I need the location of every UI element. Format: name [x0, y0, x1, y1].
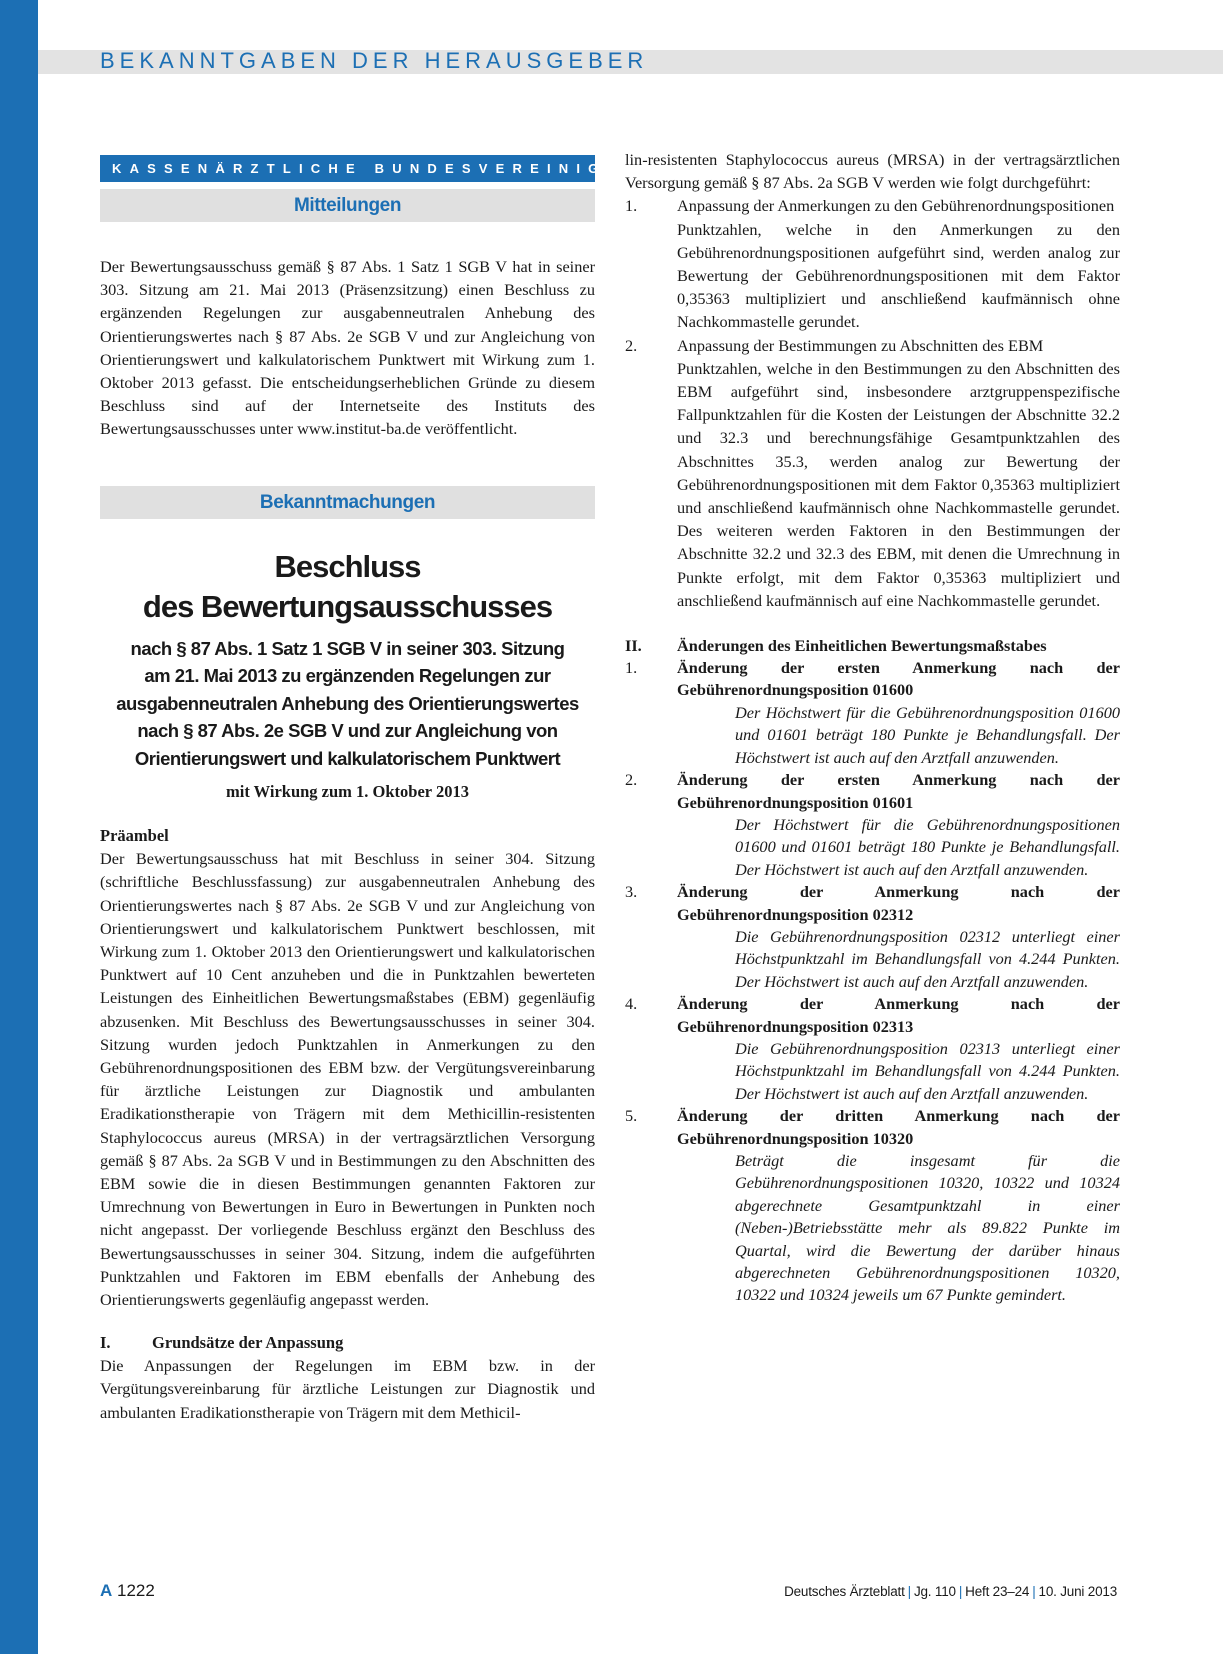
change-item [625, 1105, 1120, 1307]
change-number: 2. [625, 770, 638, 790]
org-bar: KASSENÄRZTLICHE BUNDESVEREINIGUNG [100, 155, 595, 182]
change-text: Der Höchstwert für die Gebührenordnungspositionen 01600 und 01601 beträgt 180 Punkte je Behandlungsfall. Der Höchstwert ist auch auf den Arztfall anzuwenden. [735, 814, 1120, 879]
right-column [625, 148, 1120, 1307]
journal-date: 10. Juni 2013 [1038, 1584, 1117, 1599]
subtitle-line-1: nach § 87 Abs. 1 Satz 1 SGB V in seiner 303. Sitzung [130, 637, 565, 659]
section-2-heading [625, 634, 1120, 657]
title-line-1: Beschluss [274, 548, 421, 584]
change-item [625, 993, 1120, 1105]
footer-citation [784, 1583, 1117, 1601]
subtitle-line-2: am 21. Mai 2013 zu ergänzenden Regelungen zur [144, 665, 551, 687]
journal-issue: Heft 23–24 [965, 1584, 1030, 1599]
change-title: Änderung der Anmerkung nach der Gebührenordnungsposition 02313 [677, 994, 1120, 1036]
section-1-text: Die Anpassungen der Regelungen im EBM bzw. in der Vergütungsvereinbarung für ärztliche Leistungen zur Diagnostik und ambulanten Eradikationstherapie von Trägern mit dem Methicil- [100, 1356, 595, 1422]
preamble-heading: Präambel [100, 826, 169, 846]
change-item [625, 657, 1120, 769]
section-1-number: I. [100, 1333, 111, 1353]
journal-volume: Jg. 110 [913, 1584, 956, 1599]
list-item [625, 194, 1120, 333]
change-number: 5. [625, 1106, 638, 1126]
section-1-continuation: lin-resistenten Staphylococcus aureus (MRSA) in der vertragsärztlichen Versorgung gemäß § 87 Abs. 2a SGB V werden wie folgt durchgeführt: [625, 150, 1120, 193]
preamble-text: Der Bewertungsausschuss hat mit Beschluss in seiner 304. Sitzung (schriftliche Beschlussfassung) zur ausgabenneutralen Anhebung des Orientierungswertes nach § 87 Abs. 2e SGB V und zur Angleichung von Orientierungswert und kalkulatorischem Punktwert beschlossen, mit Wirkung zum 1. Oktober 2013 den Orientierungswert und kalkulatorischen Punktwert auf 10 Cent anzuheben und die in Punktzahlen bewerteten Leistungen des Einheitlichen Bewertungsmaßstabes (EBM) gegenläufig abzusenken. Mit Beschluss des Bewertungsausschusses in seiner 304. Sitzung wurden jedoch Punktzahlen in Anmerkungen zu den Gebührenordnungspositionen des EBM bzw. der Vergütungsvereinbarung für ärztliche Leistungen zur Diagnostik und ambulanten Eradikationstherapie von Trägern mit dem Methicillin-resistenten Staphylococcus aureus (MRSA) in der vertragsärztlichen Versorgung gemäß § 87 Abs. 2a SGB V und in Bestimmungen zu den Abschnitten des EBM sowie die in diesen Bestimmungen genannten Faktoren zur Umrechnung von Bewertungen in Euro in Bewertungen in Punkten noch nicht angepasst. Der vorliegende Beschluss ergänzt den Beschluss des Bewertungsausschusses in seiner 304. Sitzung, indem die aufgeführten Punktzahlen und Faktoren im EBM ebenfalls der Anhebung des Orientierungswerts gegenläufig angepasst werden. [100, 849, 595, 1309]
document-subtitle [100, 635, 595, 773]
change-number: 1. [625, 658, 638, 678]
bekanntmachungen-heading: Bekanntmachungen [100, 486, 595, 519]
document-title [100, 547, 595, 627]
change-item [625, 881, 1120, 993]
page-number [100, 1580, 155, 1602]
change-title: Änderung der ersten Anmerkung nach der Gebührenordnungsposition 01601 [677, 770, 1120, 812]
list-item-text: Punktzahlen, welche in den Anmerkungen zu den Gebührenordnungspositionen aufgeführt sind, werden analog zur Bewertung der Gebührenordnungspositionen mit dem Faktor 0,35363 multipliziert und anschließend kaufmännisch ohne Nachkommastelle gerundet. [677, 219, 1120, 332]
effective-date: mit Wirkung zum 1. Oktober 2013 [226, 782, 469, 802]
separator: | [907, 1584, 911, 1599]
change-text: Beträgt die insgesamt für die Gebührenordnungspositionen 10320, 10322 und 10324 abgerechnete Gesamtpunktzahl in einer (Neben-)Betriebsstätte mehr als 89.822 Punkte im Quartal, wird die Bewertung der darüber hinaus abgerechneten Gebührenordnungspositionen 10320, 10322 und 10324 jeweils um 67 Punkte gemindert. [735, 1151, 1120, 1305]
change-title: Änderung der dritten Anmerkung nach der Gebührenordnungsposition 10320 [677, 1106, 1120, 1148]
list-item-number: 1. [625, 196, 638, 216]
list-item [625, 334, 1120, 612]
change-text: Die Gebührenordnungsposition 02312 unterliegt einer Höchstpunktzahl im Behandlungsfall von 4.244 Punkten. Der Höchstwert ist auch auf den Arztfall anzuwenden. [735, 926, 1120, 991]
left-accent-bar [0, 0, 38, 1654]
change-number: 3. [625, 882, 638, 902]
mitteilungen-text: Der Bewertungsausschuss gemäß § 87 Abs. 1 Satz 1 SGB V hat in seiner 303. Sitzung am 21. Mai 2013 (Präsenzsitzung) einen Beschluss zu ergänzenden Regelungen zur ausgabenneutralen Anhebung des Orientierungswertes nach § 87 Abs. 2e SGB V und zur Angleichung von Orientierungswert und kalkulatorischem Punktwert mit Wirkung zum 1. Oktober 2013 gefasst. Die entscheidungserheblichen Gründe zu diesem Beschluss sind auf der Internetseite des Instituts des Bewertungsausschusses unter www.institut-ba.de veröffentlicht. [100, 257, 595, 439]
section-2-title: Änderungen des Einheitlichen Bewertungsmaßstabes [677, 636, 1047, 656]
separator: | [958, 1584, 963, 1599]
title-line-2: des Bewertungsausschusses [142, 588, 553, 624]
section-1-heading [100, 1331, 595, 1354]
list-item-number: 2. [625, 335, 638, 355]
separator: | [1032, 1584, 1036, 1599]
page-prefix: A [100, 1581, 113, 1600]
journal-name: Deutsches Ärzteblatt [784, 1584, 905, 1599]
change-text: Der Höchstwert für die Gebührenordnungsposition 01600 und 01601 beträgt 180 Punkte je Behandlungsfall. Der Höchstwert ist auch auf den Arztfall anzuwenden. [735, 702, 1120, 767]
section-2-number: II. [625, 636, 642, 656]
change-title: Änderung der ersten Anmerkung nach der Gebührenordnungsposition 01600 [677, 658, 1120, 700]
subtitle-line-3: ausgabenneutralen Anhebung des Orientierungswertes [116, 692, 579, 714]
section-1-title: Grundsätze der Anpassung [152, 1333, 344, 1353]
list-item-title: Anpassung der Anmerkungen zu den Gebührenordnungspositionen [677, 196, 1115, 216]
change-item [625, 769, 1120, 881]
list-item-title: Anpassung der Bestimmungen zu Abschnitten des EBM [677, 335, 1044, 355]
list-item-text: Punktzahlen, welche in den Bestimmungen zu den Abschnitten des EBM aufgeführt sind, insbesondere arztgruppenspezifische Fallpunktzahlen für die Kosten der Leistungen der Abschnitte 32.2 und 32.3 und berechnungsfähige Gesamtpunktzahlen des Abschnittes 35.3, werden analog zur Bewertung der Gebührenordnungspositionen mit dem Faktor 0,35363 multipliziert und anschließend kaufmännisch ohne Nachkommastelle gerundet. Des weiteren werden Faktoren in den Bestimmungen der Abschnitte 32.2 und 32.3 des EBM, mit denen die Umrechnung in Punkte erfolgt, mit dem Faktor 0,35363 multipliziert und anschließend kaufmännisch auf eine Nachkommastelle gerundet. [677, 358, 1120, 610]
change-title: Änderung der Anmerkung nach der Gebührenordnungsposition 02312 [677, 882, 1120, 924]
section-header-title: BEKANNTGABEN DER HERAUSGEBER [100, 48, 649, 73]
change-text: Die Gebührenordnungsposition 02313 unterliegt einer Höchstpunktzahl im Behandlungsfall von 4.244 Punkten. Der Höchstwert ist auch auf den Arztfall anzuwenden. [735, 1038, 1120, 1103]
page-number-value: 1222 [117, 1581, 155, 1600]
subtitle-line-5: Orientierungswert und kalkulatorischem Punktwert [134, 747, 561, 769]
change-number: 4. [625, 994, 638, 1014]
subtitle-line-4: nach § 87 Abs. 2e SGB V und zur Angleichung von [137, 720, 558, 742]
mitteilungen-heading: Mitteilungen [100, 189, 595, 222]
